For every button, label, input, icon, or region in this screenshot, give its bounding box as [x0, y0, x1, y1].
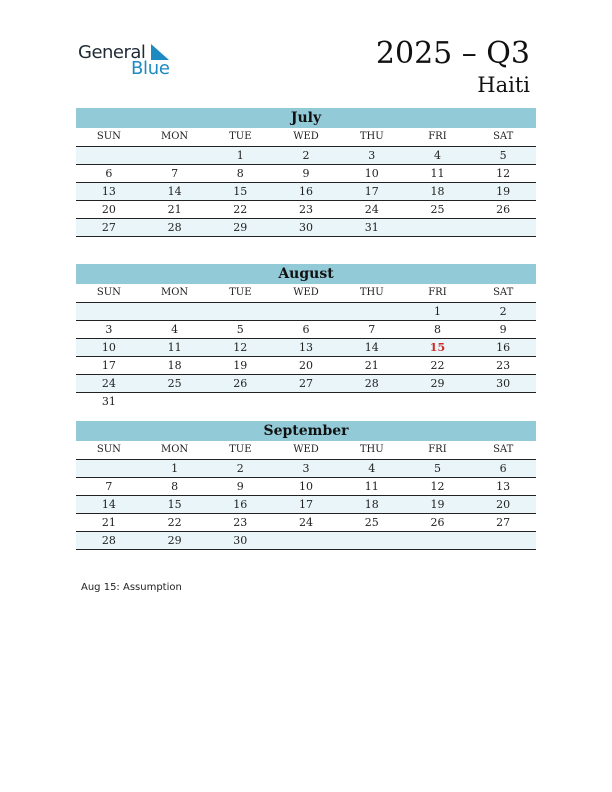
date-cell: 10: [364, 167, 379, 180]
date-cell: 23: [496, 359, 511, 372]
week-row: [76, 321, 536, 339]
weekday-label: FRI: [428, 444, 447, 455]
date-cell: 7: [368, 323, 376, 336]
empty-date-cell: [207, 393, 273, 410]
empty-date-cell: [207, 303, 273, 320]
date-cell: 10: [299, 480, 314, 493]
date-cell: 1: [236, 149, 244, 162]
date-cell: 5: [499, 149, 507, 162]
month-name: September: [76, 421, 536, 441]
date-cell: 24: [299, 516, 314, 529]
date-cell: 3: [368, 149, 376, 162]
week-row: [76, 147, 536, 165]
date-cell: 23: [299, 203, 314, 216]
weekday-header-row: [76, 128, 536, 147]
date-cell: 18: [430, 185, 445, 198]
date-cell: 8: [171, 480, 179, 493]
date-cell: 10: [101, 341, 116, 354]
date-cell: 9: [236, 480, 244, 493]
weekday-label: MON: [160, 444, 189, 455]
date-cell: 6: [302, 323, 310, 336]
date-cell: 12: [430, 480, 445, 493]
weekday-label: THU: [359, 131, 384, 142]
weekday-label: WED: [293, 444, 319, 455]
logo-text-blue: Blue: [131, 58, 170, 79]
date-cell: 4: [368, 462, 376, 475]
weekday-label: SAT: [493, 287, 514, 298]
date-cell: 7: [105, 480, 113, 493]
date-cell: 18: [167, 359, 182, 372]
weekday-label: THU: [359, 444, 384, 455]
date-cell: 28: [167, 221, 182, 234]
date-cell: 27: [299, 377, 314, 390]
weekday-label: WED: [293, 131, 319, 142]
weekday-label: WED: [293, 287, 319, 298]
date-cell: 30: [233, 534, 248, 547]
weekday-label: FRI: [428, 131, 447, 142]
date-cell: 14: [167, 185, 182, 198]
date-cell: 2: [302, 149, 310, 162]
week-row: [76, 460, 536, 478]
date-cell: 4: [433, 149, 441, 162]
empty-date-cell: [76, 303, 142, 320]
date-cell: 16: [496, 341, 511, 354]
holiday-note: Aug 15: Assumption: [81, 582, 182, 593]
week-row: [76, 532, 536, 550]
empty-date-cell: [470, 532, 536, 549]
date-cell: 26: [496, 203, 511, 216]
date-cell: 23: [233, 516, 248, 529]
empty-date-cell: [470, 219, 536, 236]
date-cell: 11: [430, 167, 445, 180]
weekday-label: MON: [160, 287, 189, 298]
date-cell: 14: [364, 341, 379, 354]
weekday-label: TUE: [229, 444, 252, 455]
date-cell: 12: [233, 341, 248, 354]
empty-date-cell: [405, 532, 471, 549]
date-cell: 6: [499, 462, 507, 475]
date-cell: 29: [430, 377, 445, 390]
week-row: [76, 303, 536, 321]
date-cell: 3: [105, 323, 113, 336]
empty-date-cell: [339, 303, 405, 320]
date-cell: 19: [496, 185, 511, 198]
week-row: [76, 165, 536, 183]
date-cell: 9: [499, 323, 507, 336]
date-cell: 25: [167, 377, 182, 390]
date-cell: 30: [299, 221, 314, 234]
week-row: [76, 393, 536, 410]
weekday-label: SUN: [96, 131, 121, 142]
date-cell: 2: [236, 462, 244, 475]
date-cell: 3: [302, 462, 310, 475]
week-row: [76, 375, 536, 393]
date-cell: 18: [364, 498, 379, 511]
week-row: [76, 219, 536, 237]
empty-date-cell: [142, 147, 208, 164]
date-cell: 22: [167, 516, 182, 529]
date-cell: 13: [101, 185, 116, 198]
date-cell: 29: [167, 534, 182, 547]
date-cell: 5: [236, 323, 244, 336]
weekday-label: MON: [160, 131, 189, 142]
date-cell: 28: [101, 534, 116, 547]
weekday-label: THU: [359, 287, 384, 298]
date-cell: 27: [496, 516, 511, 529]
empty-date-cell: [142, 393, 208, 410]
date-cell: 2: [499, 305, 507, 318]
date-cell: 24: [364, 203, 379, 216]
week-row: [76, 496, 536, 514]
date-cell: 20: [101, 203, 116, 216]
date-cell: 6: [105, 167, 113, 180]
date-cell: 15: [233, 185, 248, 198]
date-cell: 5: [433, 462, 441, 475]
empty-date-cell: [470, 393, 536, 410]
weekday-label: TUE: [229, 287, 252, 298]
date-cell: 29: [233, 221, 248, 234]
week-row: [76, 357, 536, 375]
date-cell: 31: [364, 221, 379, 234]
weekday-label: SUN: [96, 287, 121, 298]
date-cell: 17: [299, 498, 314, 511]
date-cell: 31: [101, 395, 116, 408]
country-name: Haiti: [477, 73, 530, 97]
date-cell: 25: [430, 203, 445, 216]
page-title: 2025 – Q3: [375, 36, 530, 71]
empty-date-cell: [339, 532, 405, 549]
weekday-header-row: [76, 441, 536, 460]
date-cell: 16: [233, 498, 248, 511]
empty-date-cell: [76, 147, 142, 164]
generalblue-logo: [78, 42, 178, 82]
empty-date-cell: [142, 303, 208, 320]
date-cell: 19: [233, 359, 248, 372]
date-cell: 30: [496, 377, 511, 390]
holiday-date-cell: 15: [429, 341, 446, 354]
weekday-header-row: [76, 284, 536, 303]
empty-date-cell: [273, 532, 339, 549]
weekday-label: SAT: [493, 444, 514, 455]
date-cell: 14: [101, 498, 116, 511]
date-cell: 8: [236, 167, 244, 180]
empty-date-cell: [273, 393, 339, 410]
date-cell: 12: [496, 167, 511, 180]
date-cell: 22: [233, 203, 248, 216]
date-cell: 20: [496, 498, 511, 511]
date-cell: 21: [364, 359, 379, 372]
date-cell: 1: [433, 305, 441, 318]
date-cell: 19: [430, 498, 445, 511]
empty-date-cell: [339, 393, 405, 410]
date-cell: 27: [101, 221, 116, 234]
month-name: August: [76, 264, 536, 284]
week-row: [76, 514, 536, 532]
date-cell: 9: [302, 167, 310, 180]
empty-date-cell: [273, 303, 339, 320]
week-row: [76, 339, 536, 357]
date-cell: 24: [101, 377, 116, 390]
weekday-label: TUE: [229, 131, 252, 142]
date-cell: 28: [364, 377, 379, 390]
date-cell: 7: [171, 167, 179, 180]
logo-text-general: General: [78, 42, 146, 63]
weekday-label: FRI: [428, 287, 447, 298]
date-cell: 26: [430, 516, 445, 529]
date-cell: 20: [299, 359, 314, 372]
date-cell: 4: [171, 323, 179, 336]
date-cell: 22: [430, 359, 445, 372]
date-cell: 11: [364, 480, 379, 493]
weekday-label: SUN: [96, 444, 121, 455]
month-calendar-september: [76, 421, 536, 550]
month-name: July: [76, 108, 536, 128]
date-cell: 17: [364, 185, 379, 198]
date-cell: 17: [101, 359, 116, 372]
date-cell: 21: [167, 203, 182, 216]
date-cell: 25: [364, 516, 379, 529]
date-cell: 26: [233, 377, 248, 390]
date-cell: 16: [299, 185, 314, 198]
date-cell: 13: [299, 341, 314, 354]
date-cell: 1: [171, 462, 179, 475]
empty-date-cell: [405, 393, 471, 410]
date-cell: 15: [167, 498, 182, 511]
empty-date-cell: [76, 460, 142, 477]
month-calendar-july: [76, 108, 536, 237]
week-row: [76, 183, 536, 201]
weekday-label: SAT: [493, 131, 514, 142]
month-calendar-august: [76, 264, 536, 410]
empty-date-cell: [405, 219, 471, 236]
date-cell: 11: [167, 341, 182, 354]
date-cell: 13: [496, 480, 511, 493]
date-cell: 21: [101, 516, 116, 529]
week-row: [76, 201, 536, 219]
date-cell: 8: [433, 323, 441, 336]
week-row: [76, 478, 536, 496]
